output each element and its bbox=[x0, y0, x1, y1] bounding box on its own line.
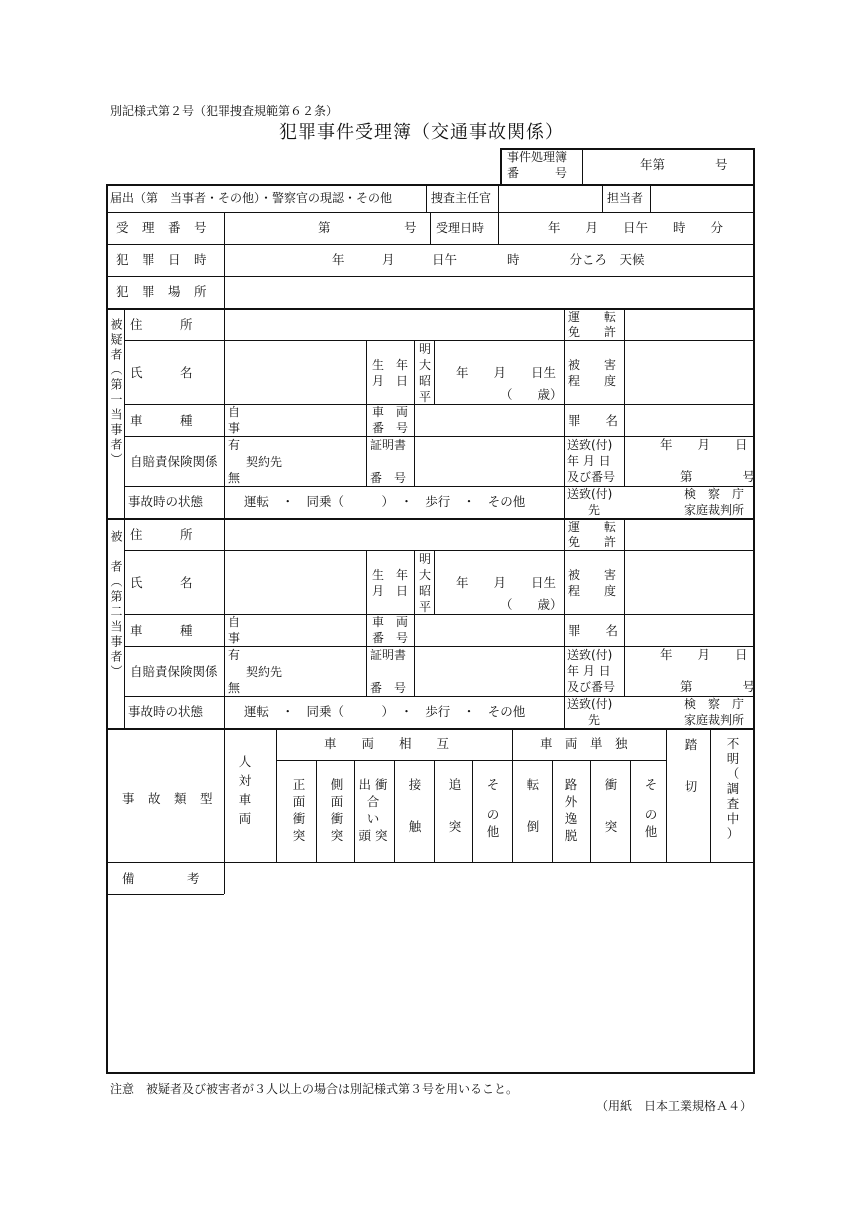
suspect-era-list[interactable] bbox=[417, 341, 433, 405]
suspect-dest-label: 送致(付) bbox=[567, 487, 613, 501]
chief-investigator-label: 捜査主任官 bbox=[431, 191, 492, 205]
accident-type-char: 踏 bbox=[684, 737, 698, 752]
victim-era-list[interactable] bbox=[417, 551, 433, 615]
accident-type-char: 触 bbox=[408, 819, 422, 834]
accident-type-char: 他 bbox=[486, 823, 500, 839]
victim-dest-label: 送致(付) bbox=[567, 697, 613, 711]
victim-dest-label-2: 先 bbox=[588, 713, 601, 727]
officer-field[interactable] bbox=[652, 186, 750, 211]
vehicle-mutual-header: 車 両 相 互 bbox=[324, 736, 450, 751]
era-meiji: 明 bbox=[418, 552, 431, 566]
accident-type-char: 人 bbox=[238, 754, 252, 769]
case-number-label: 事件処理簿 bbox=[507, 150, 568, 164]
suspect-age[interactable]: （ 歳） bbox=[500, 387, 563, 402]
accident-type-char: い bbox=[366, 811, 380, 826]
victim-contract-label: 契約先 bbox=[246, 665, 283, 679]
victim-damage-label-2: 程 度 bbox=[568, 584, 617, 598]
accident-type-char: 転 bbox=[526, 777, 540, 792]
suspect-state-options[interactable]: 運転 ・ 同乗（ ） ・ 歩行 ・ その他 bbox=[244, 494, 526, 509]
accident-type-char: 突 bbox=[604, 819, 618, 834]
accident-type-char: 正 bbox=[292, 777, 306, 792]
victim-license-label-2: 免 許 bbox=[568, 535, 617, 549]
suspect-family-court[interactable]: 家庭裁判所 bbox=[684, 503, 745, 517]
suspect-birth-label: 生 年 bbox=[372, 358, 409, 372]
suspect-crime-field[interactable] bbox=[626, 406, 750, 435]
accident-type-char bbox=[522, 793, 544, 806]
crime-place-field[interactable] bbox=[226, 278, 750, 306]
suspect-side-label: 被疑者（第一当事者） bbox=[109, 318, 123, 468]
accident-type-char: 路 bbox=[564, 777, 578, 792]
accident-type-char bbox=[600, 793, 622, 806]
victim-vehicle-type: 自 bbox=[228, 615, 241, 629]
report-type: 届出（第 当事者・その他）・警察官の現認・その他 bbox=[110, 191, 393, 205]
receipt-time-field[interactable]: 年 月 日午 時 分 bbox=[548, 220, 724, 235]
era-meiji: 明 bbox=[418, 342, 431, 356]
accident-type-char: 突 bbox=[292, 828, 306, 843]
accident-type-other1[interactable] bbox=[482, 776, 504, 840]
receipt-time-label: 受理日時 bbox=[436, 221, 485, 235]
suspect-send-label-2: 年 月 日 bbox=[567, 454, 611, 468]
victim-send-label: 送致(付) bbox=[567, 648, 613, 662]
accident-type-contact[interactable] bbox=[404, 776, 426, 835]
victim-crime-field[interactable] bbox=[626, 616, 750, 645]
victim-damage-field[interactable] bbox=[626, 552, 750, 613]
accident-type-char bbox=[680, 753, 702, 766]
accident-type-char bbox=[444, 793, 466, 806]
victim-crime-label: 罪 名 bbox=[568, 623, 619, 638]
victim-name-field[interactable] bbox=[226, 552, 364, 613]
accident-type-char bbox=[600, 806, 622, 819]
accident-type-char: 出 衝 bbox=[358, 777, 388, 792]
victim-birth-label: 生 年 bbox=[372, 568, 409, 582]
crime-datetime-field[interactable]: 年 月 日午 時 分ころ 天候 bbox=[332, 252, 645, 267]
victim-insurance-yes[interactable]: 有 bbox=[228, 648, 241, 662]
accident-type-char: そ bbox=[644, 777, 658, 792]
era-heisei: 平 bbox=[418, 390, 431, 404]
victim-birth-label-2: 月 日 bbox=[372, 584, 409, 598]
suspect-address-label: 住 所 bbox=[130, 317, 193, 332]
victim-plate-label-2: 番 号 bbox=[372, 631, 409, 645]
victim-vehicle-label: 車 種 bbox=[130, 623, 193, 638]
accident-type-char: 側 bbox=[330, 777, 344, 792]
paper-size-note: （用紙 日本工業規格Ａ４） bbox=[596, 1099, 753, 1113]
accident-type-char: 車 bbox=[238, 792, 252, 807]
suspect-send-label: 送致(付) bbox=[567, 438, 613, 452]
accident-type-overturn[interactable] bbox=[522, 776, 544, 835]
suspect-plate-label-2: 番 号 bbox=[372, 421, 409, 435]
accident-type-char: 突 bbox=[330, 828, 344, 843]
suspect-dest-label-2: 先 bbox=[588, 503, 601, 517]
victim-address-label: 住 所 bbox=[130, 527, 193, 542]
accident-type-char bbox=[522, 806, 544, 819]
suspect-vehicle-type-2: 事 bbox=[228, 421, 241, 435]
victim-send-number[interactable]: 第 号 bbox=[680, 679, 756, 694]
accident-type-char: 面 bbox=[292, 794, 306, 809]
accident-type-unknown[interactable] bbox=[722, 736, 744, 841]
footer-note: 注意 被疑者及び被害者が３人以上の場合は別記様式第３号を用いること。 bbox=[110, 1082, 519, 1096]
era-showa: 昭 bbox=[418, 374, 431, 388]
accident-type-char: 明 bbox=[726, 751, 740, 766]
accident-type-char bbox=[680, 766, 702, 779]
victim-damage-label: 被 害 bbox=[568, 568, 617, 582]
suspect-name-label: 氏 名 bbox=[130, 365, 193, 380]
victim-state-options[interactable]: 運転 ・ 同乗（ ） ・ 歩行 ・ その他 bbox=[244, 704, 526, 719]
suspect-plate-field[interactable] bbox=[416, 406, 562, 435]
victim-vehicle-type-2: 事 bbox=[228, 631, 241, 645]
crime-place-label: 犯 罪 場 所 bbox=[116, 284, 208, 299]
victim-insurance-label: 自賠責保険関係 bbox=[130, 664, 218, 679]
accident-type-side[interactable] bbox=[326, 776, 348, 844]
chief-investigator-field[interactable] bbox=[500, 186, 600, 211]
suspect-crime-label: 罪 名 bbox=[568, 413, 619, 428]
accident-type-char: 接 bbox=[408, 777, 422, 792]
accident-type-crossing[interactable] bbox=[356, 776, 390, 844]
accident-type-char: 頭 突 bbox=[358, 828, 388, 843]
receipt-number-label: 受 理 番 号 bbox=[116, 220, 208, 235]
victim-family-court[interactable]: 家庭裁判所 bbox=[684, 713, 745, 727]
era-taisho: 大 bbox=[418, 358, 431, 372]
victim-address-field[interactable] bbox=[226, 520, 562, 549]
accident-type-char: 不 bbox=[726, 736, 740, 751]
accident-type-char bbox=[640, 793, 662, 806]
accident-type-char: 他 bbox=[644, 823, 658, 839]
suspect-insurance-label: 自賠責保険関係 bbox=[130, 454, 218, 469]
suspect-contract-label: 契約先 bbox=[246, 455, 283, 469]
victim-plate-field[interactable] bbox=[416, 616, 562, 645]
receipt-number-suffix: 号 bbox=[404, 220, 417, 235]
suspect-cert-label: 証明書 bbox=[370, 438, 407, 452]
accident-type-char: 切 bbox=[684, 779, 698, 794]
suspect-prosecutor-office[interactable]: 検 察 庁 bbox=[684, 487, 745, 501]
accident-type-char bbox=[444, 806, 466, 819]
accident-type-label: 事 故 類 型 bbox=[122, 791, 214, 806]
victim-send-label-2: 年 月 日 bbox=[567, 664, 611, 678]
victim-state-label: 事故時の状態 bbox=[128, 704, 204, 719]
suspect-damage-label-2: 程 度 bbox=[568, 374, 617, 388]
accident-type-char: の bbox=[644, 806, 658, 822]
era-taisho: 大 bbox=[418, 568, 431, 582]
case-number-field[interactable]: 年第 号 bbox=[640, 157, 728, 172]
victim-name-label: 氏 名 bbox=[130, 575, 193, 590]
victim-insurance-no[interactable]: 無 bbox=[228, 681, 241, 695]
accident-type-char bbox=[404, 793, 426, 806]
accident-type-char: 合 bbox=[366, 794, 380, 809]
accident-type-char: 対 bbox=[238, 773, 252, 788]
suspect-license-label: 運 転 bbox=[568, 310, 617, 324]
suspect-license-label-2: 免 許 bbox=[568, 325, 617, 339]
accident-type-char: 衝 bbox=[292, 811, 306, 826]
accident-type-person[interactable] bbox=[234, 752, 256, 828]
accident-type-char: 脱 bbox=[564, 828, 578, 843]
suspect-send-number[interactable]: 第 号 bbox=[680, 469, 756, 484]
suspect-insurance-no[interactable]: 無 bbox=[228, 471, 241, 485]
remarks-label: 備 考 bbox=[122, 871, 201, 886]
suspect-state-label: 事故時の状態 bbox=[128, 494, 204, 509]
era-showa: 昭 bbox=[418, 584, 431, 598]
case-number-label-2: 番 号 bbox=[507, 166, 568, 180]
suspect-birth-date[interactable]: 年 月 日生 bbox=[456, 365, 557, 380]
victim-send-label-3: 及び番号 bbox=[567, 680, 616, 694]
crime-datetime-label: 犯 罪 日 時 bbox=[116, 252, 208, 267]
accident-type-char: 中 bbox=[726, 811, 740, 826]
remarks-field[interactable] bbox=[108, 896, 750, 1068]
accident-type-char: ） bbox=[726, 826, 740, 841]
victim-age[interactable]: （ 歳） bbox=[500, 597, 563, 612]
victim-cert-label-2: 番 号 bbox=[370, 681, 407, 695]
receipt-number-prefix: 第 bbox=[318, 220, 331, 235]
accident-type-railway[interactable] bbox=[680, 736, 702, 795]
accident-type-char: そ bbox=[486, 777, 500, 792]
victim-cert-label: 証明書 bbox=[370, 648, 407, 662]
victim-send-date[interactable]: 年 月 日 bbox=[660, 647, 748, 662]
accident-type-char: 調 bbox=[726, 781, 740, 796]
suspect-vehicle-type: 自 bbox=[228, 405, 241, 419]
accident-type-char bbox=[404, 806, 426, 819]
accident-type-collision[interactable] bbox=[600, 776, 622, 835]
suspect-damage-field[interactable] bbox=[626, 342, 750, 403]
form-reference: 別記様式第２号（犯罪捜査規範第６２条） bbox=[110, 104, 339, 118]
accident-type-char: の bbox=[486, 806, 500, 822]
suspect-plate-label: 車 両 bbox=[372, 405, 409, 419]
suspect-send-date[interactable]: 年 月 日 bbox=[660, 437, 748, 452]
era-heisei: 平 bbox=[418, 600, 431, 614]
suspect-name-field[interactable] bbox=[226, 342, 364, 403]
officer-label: 担当者 bbox=[607, 191, 644, 205]
accident-type-offroad[interactable] bbox=[560, 776, 582, 844]
accident-type-other2[interactable] bbox=[640, 776, 662, 840]
page-title: 犯罪事件受理簿（交通事故関係） bbox=[279, 122, 564, 143]
accident-type-char: 面 bbox=[330, 794, 344, 809]
accident-type-char: 突 bbox=[448, 819, 462, 834]
suspect-damage-label: 被 害 bbox=[568, 358, 617, 372]
accident-type-char: 両 bbox=[238, 811, 252, 826]
accident-type-char: 衝 bbox=[604, 777, 618, 792]
accident-type-char: 外 bbox=[564, 794, 578, 809]
suspect-address-field[interactable] bbox=[226, 310, 562, 339]
accident-type-char: 衝 bbox=[330, 811, 344, 826]
victim-license-label: 運 転 bbox=[568, 520, 617, 534]
victim-prosecutor-office[interactable]: 検 察 庁 bbox=[684, 697, 745, 711]
accident-type-char: 査 bbox=[726, 796, 740, 811]
accident-type-char: （ bbox=[726, 766, 740, 781]
accident-type-char: 倒 bbox=[526, 819, 540, 834]
suspect-vehicle-label: 車 種 bbox=[130, 413, 193, 428]
accident-type-char bbox=[482, 793, 504, 806]
victim-birth-date[interactable]: 年 月 日生 bbox=[456, 575, 557, 590]
victim-plate-label: 車 両 bbox=[372, 615, 409, 629]
victim-side-label: 被 者（第二当事者） bbox=[109, 530, 123, 680]
accident-type-char: 追 bbox=[448, 777, 462, 792]
suspect-send-label-3: 及び番号 bbox=[567, 470, 616, 484]
victim-license-field[interactable] bbox=[626, 520, 750, 549]
suspect-birth-label-2: 月 日 bbox=[372, 374, 409, 388]
suspect-insurance-yes[interactable]: 有 bbox=[228, 438, 241, 452]
suspect-license-field[interactable] bbox=[626, 310, 750, 339]
accident-type-head-on[interactable] bbox=[288, 776, 310, 844]
vehicle-single-header: 車 両 単 独 bbox=[540, 736, 628, 751]
suspect-cert-label-2: 番 号 bbox=[370, 471, 407, 485]
accident-type-char: 逸 bbox=[564, 811, 578, 826]
accident-type-rear[interactable] bbox=[444, 776, 466, 835]
